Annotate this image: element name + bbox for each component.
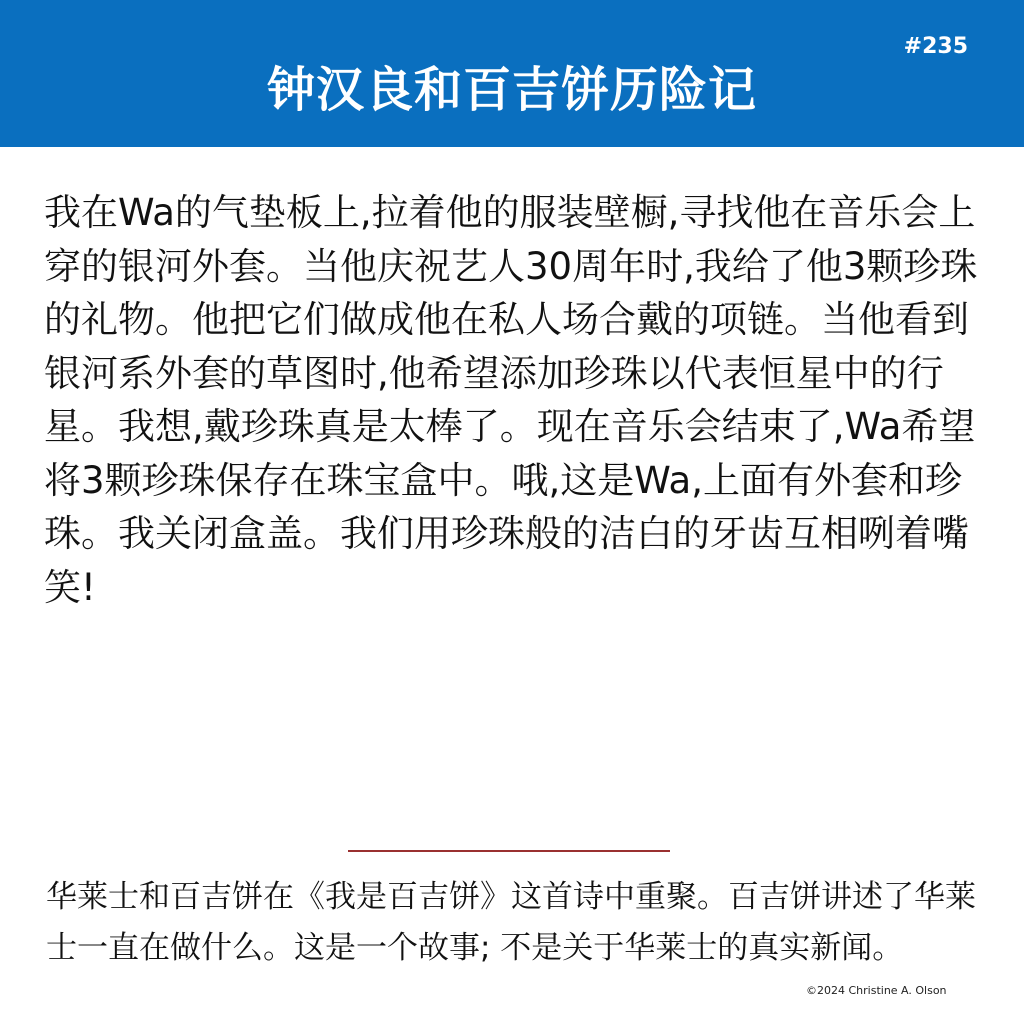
footer-note: 华莱士和百吉饼在《我是百吉饼》这首诗中重聚。百吉饼讲述了华莱士一直在做什么。这是一个故事; 不是关于华莱士的真实新闻。 (46, 879, 976, 966)
story-text: 我在Wa的气垫板上,拉着他的服装壁橱,寻找他在音乐会上穿的银河外套。当他庆祝艺人30周年时,我给了他3颗珍珠的礼物。他把它们做成他在私人场合戴的项链。当他看到银河系外套的草图时,他希望添加珍珠以代表恒星中的行星。我想,戴珍珠真是太棒了。现在音乐会结束了,Wa希望将3颗珍珠保存在珠宝盒中。哦,这是Wa,上面有外套和珍珠。我关闭盒盖。我们用珍珠般的洁白的牙齿互相咧着嘴笑! (44, 191, 978, 609)
title-banner (0, 0, 1024, 147)
page-title: 钟汉良和百吉饼历险记 (266, 62, 757, 118)
copyright-notice: ©2024 Christine A. Olson (806, 984, 947, 997)
divider-line (348, 850, 670, 852)
episode-number: #235 (903, 34, 968, 59)
